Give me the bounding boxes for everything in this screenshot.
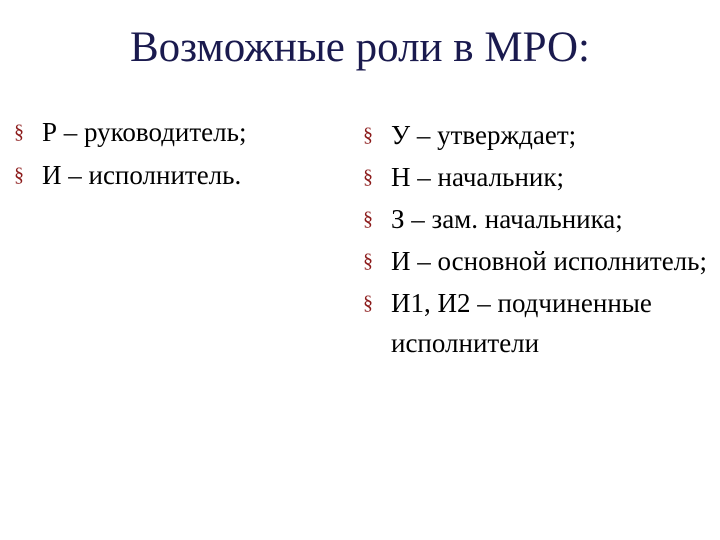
- right-bullet-list: [363, 115, 713, 365]
- bullet-icon: §: [14, 164, 24, 186]
- list-item: [363, 157, 713, 197]
- list-item: [14, 158, 334, 192]
- bullet-icon: §: [363, 292, 373, 314]
- list-item: [14, 115, 334, 149]
- slide-title: Возможные роли в МРО:: [129, 24, 591, 71]
- bullet-icon: §: [363, 166, 373, 188]
- left-bullet-list: [14, 115, 334, 201]
- list-item-text: Р – руководитель;: [42, 117, 247, 147]
- bullet-icon: §: [363, 250, 373, 272]
- bullet-icon: §: [14, 121, 24, 143]
- list-item-text: И – основной исполнитель;: [391, 246, 707, 276]
- list-item-text: У – утверждает;: [391, 120, 577, 150]
- list-item-text: И1, И2 – подчиненные исполнители: [391, 288, 652, 358]
- list-item-text: З – зам. начальника;: [391, 204, 623, 234]
- bullet-icon: §: [363, 208, 373, 230]
- list-item: [363, 115, 713, 155]
- list-item-text: И – исполнитель.: [42, 160, 242, 190]
- list-item: [363, 283, 713, 363]
- list-item: [363, 199, 713, 239]
- list-item-text: Н – начальник;: [391, 162, 564, 192]
- list-item: [363, 241, 713, 281]
- bullet-icon: §: [363, 124, 373, 146]
